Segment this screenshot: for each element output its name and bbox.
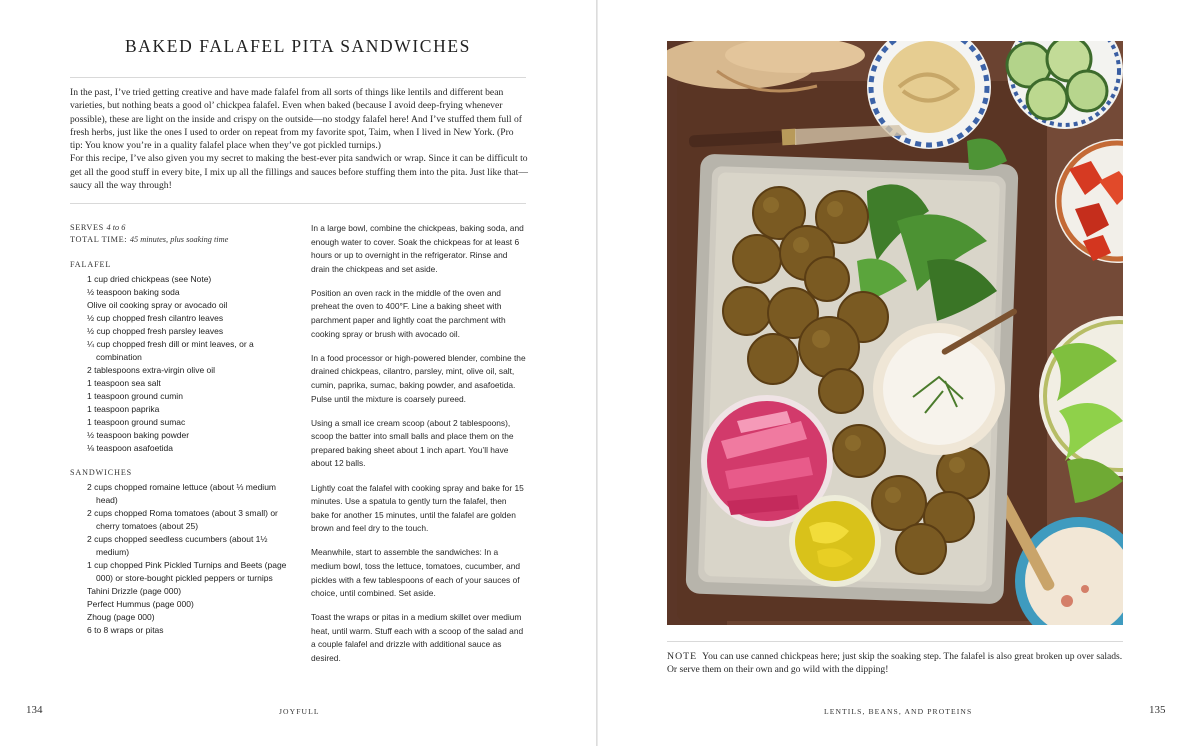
page-number-right: 135 [1149, 704, 1166, 716]
note-rule [667, 641, 1123, 642]
method-step: Lightly coat the falafel with cooking spray and bake for 15 minutes. Use a spatula to gently turn the falafel, then bake for another 15 minutes, until the falafel are golden brown and feel dry to the touch. [311, 482, 524, 534]
serves-line [70, 222, 290, 234]
ingredient-item: 6 to 8 wraps or pitas [87, 624, 164, 635]
serves-label: SERVES [70, 223, 104, 232]
page-number-left: 134 [26, 704, 43, 716]
ingredient-item: 1 teaspoon ground cumin [87, 390, 183, 401]
serves-value: 4 to 6 [106, 223, 126, 232]
left-page [0, 0, 596, 746]
intro-paragraph-1: In the past, I’ve tried getting creative and have made falafel from all sorts of things like lentils and different bean varieties, but nothing beats a good ol’ chickpea falafel. Even when baked (because I avoid deep-frying whenever possible), these are light on the inside and crispy on the outside—no stodgy falafel here! And I’ve stuffed them full of fresh herbs, just like the ones I used to order on repeat from my favorite spot, Taim, when I lived in New York. (Pro tip: You know you’re in a quality falafel place when they’ve got pickled turnips.) [70, 87, 522, 152]
falafel-heading: FALAFEL [70, 259, 112, 269]
intro-rule [70, 203, 526, 204]
falafel-ingredient-list [70, 273, 290, 455]
ingredient-item: ½ teaspoon baking soda [87, 286, 180, 297]
running-head-right: LENTILS, BEANS, AND PROTEINS [824, 707, 973, 716]
intro-paragraph-2: For this recipe, I’ve also given you my secret to making the best-ever pita sandwich or wrap. Since it can be difficult to get all the good stuff in every bite, I mix up all the fillings and sauces before stuffing them into the pita. Just like that—saucy all the way through! [70, 153, 528, 192]
ingredient-item: ½ cup chopped fresh parsley leaves [87, 325, 224, 336]
ingredient-item: 1 cup chopped Pink Pickled Turnips and Beets (page 000) or store-bought pickled peppers or turnips [87, 559, 287, 583]
title-rule [70, 77, 526, 78]
ingredient-item: 2 cups chopped seedless cucumbers (about 1½ medium) [87, 533, 268, 557]
method-step: In a food processor or high-powered blender, combine the drained chickpeas, cilantro, parsley, mint, olive oil, salt, cumin, paprika, sumac, baking powder, and asafoetida. Pulse until the mixture is coarsely pureed. [311, 352, 526, 404]
method-step: Using a small ice cream scoop (about 2 tablespoons), scoop the batter into small balls and place them on the prepared baking sheet about 1 inch apart. You’ll have about 12 balls. [311, 417, 514, 469]
ingredient-item: 2 cups chopped Roma tomatoes (about 3 small) or cherry tomatoes (about 25) [87, 507, 278, 531]
method-step: In a large bowl, combine the chickpeas, baking soda, and enough water to cover. Soak the chickpeas for at least 6 hours or up to overnight in the refrigerator. Rinse and drain the chickpeas and set aside. [311, 223, 524, 274]
ingredient-item: 2 cups chopped romaine lettuce (about ⅓ medium head) [87, 481, 277, 505]
falafel-spread-illustration [667, 41, 1123, 625]
ingredient-item: Zhoug (page 000) [87, 611, 155, 622]
falafel-photo [667, 41, 1123, 625]
right-page [598, 0, 1194, 746]
ingredient-item: ¼ cup chopped fresh dill or mint leaves, or a combination [87, 338, 254, 362]
recipe-title: BAKED FALAFEL PITA SANDWICHES [125, 36, 471, 56]
note-label: NOTE [667, 651, 698, 662]
ingredient-item: ½ teaspoon baking powder [87, 429, 190, 440]
ingredients-column [70, 222, 290, 637]
running-head-left: JOYFULL [279, 707, 320, 716]
ingredient-item: ⅛ teaspoon asafoetida [87, 442, 174, 453]
method-step: Position an oven rack in the middle of the oven and preheat the oven to 400°F. Line a baking sheet with parchment paper and lightly coat the parchment with cooking spray or brush with avocado oil. [311, 287, 506, 339]
method-column [311, 222, 527, 676]
recipe-intro [70, 86, 528, 192]
recipe-note [667, 650, 1125, 676]
ingredient-item: 1 teaspoon paprika [87, 403, 160, 414]
ingredient-item: 2 tablespoons extra-virgin olive oil [87, 364, 216, 375]
note-text: You can use canned chickpeas here; just skip the soaking step. The falafel is also great broken up over salads. Or serve them on their own and go wild with the dipping! [667, 651, 1123, 676]
ingredient-item: 1 cup dried chickpeas (see Note) [87, 273, 212, 284]
ingredient-item: 1 teaspoon sea salt [87, 377, 161, 388]
ingredient-item: Perfect Hummus (page 000) [87, 598, 194, 609]
ingredient-item: ½ cup chopped fresh cilantro leaves [87, 312, 224, 323]
sandwich-ingredient-list [70, 481, 290, 637]
time-value: 45 minutes, plus soaking time [129, 235, 229, 245]
sandwiches-heading: SANDWICHES [70, 467, 133, 477]
method-step: Meanwhile, start to assemble the sandwiches: In a medium bowl, toss the lettuce, tomatoes, cucumber, and pickles with a few tablespoons of each of your sauces of choice, until combined. Set aside. [311, 547, 521, 599]
ingredient-item: 1 teaspoon ground sumac [87, 416, 186, 427]
time-label: TOTAL TIME: [70, 235, 128, 245]
method-step: Toast the wraps or pitas in a medium skillet over medium heat, until warm. Stuff each with a scoop of the salad and a couple falafel and drizzle with additional sauce as desired. [311, 612, 524, 664]
ingredient-item: Tahini Drizzle (page 000) [87, 585, 182, 596]
ingredient-item: Olive oil cooking spray or avocado oil [87, 299, 228, 310]
total-time-line [70, 234, 290, 246]
